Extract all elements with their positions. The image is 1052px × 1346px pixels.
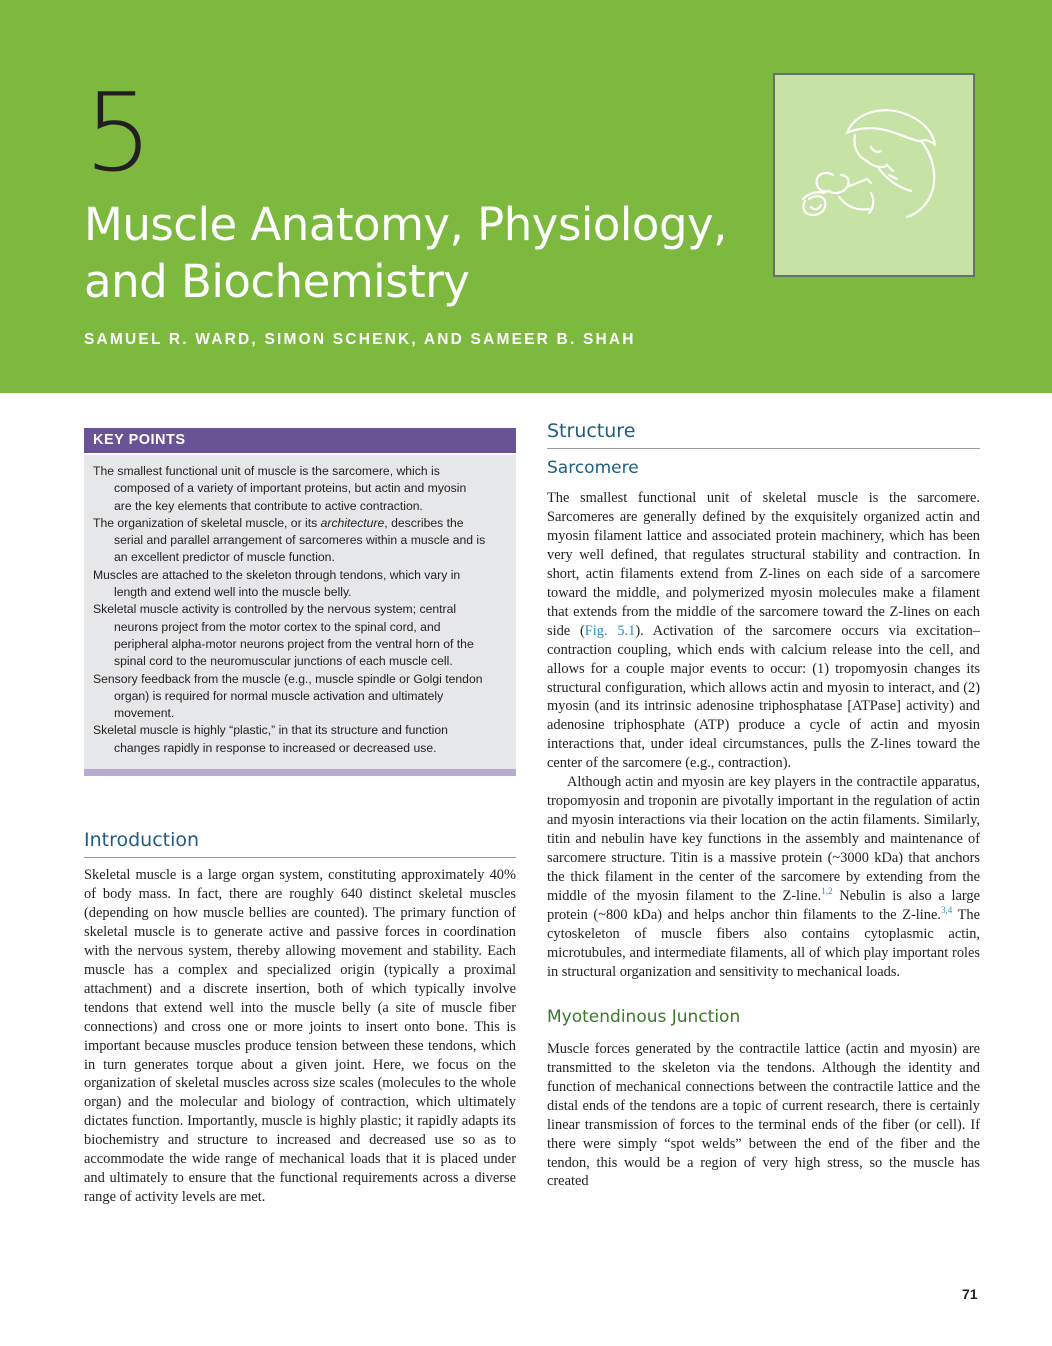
paragraph-text: The cytoskeleton of muscle fibers also contains cytoplasmic actin, microtubules, and intermediate filaments, all of which play important roles in structural organization and sensitivity to mechanical loads.	[547, 906, 980, 980]
key-point-item: Muscles are attached to the skeleton through tendons, which vary in length and extend well into the muscle belly.	[93, 567, 461, 600]
key-points-bottom-bar	[84, 769, 516, 776]
sarcomere-heading: Sarcomere	[547, 458, 639, 478]
key-points-box	[84, 428, 516, 776]
chapter-title-line2: and Biochemistry	[84, 255, 470, 308]
reference-link[interactable]: 1,2	[821, 886, 833, 897]
chapter-title-line1: Muscle Anatomy, Physiology,	[84, 198, 727, 251]
right-column	[547, 419, 980, 1191]
key-point-text: , describes the serial and parallel arrangement of sarcomeres within a muscle and is an excellent predictor of muscle function.	[114, 515, 486, 565]
chapter-art-icon	[773, 73, 975, 277]
key-point-item: Sensory feedback from the muscle (e.g., muscle spindle or Golgi tendon organ) is required for normal muscle activation and ultimately movement.	[93, 671, 483, 721]
paragraph-text: The smallest functional unit of skeletal muscle is the sarcomere. Sarcomeres are generally defined by the exquisitely organized actin and myosin filament lattice and associated protein machinery, which has been very well defined, that regulates structural stability and contraction. In short, actin filaments extend from Z-lines on each side of a sarcomere toward the middle, and polymerized myosin molecules make a filament that extends from the middle of the sarcomere toward the Z-lines on each side (	[547, 490, 980, 639]
sarcomere-paragraph-2	[547, 773, 980, 981]
chapter-number: 5	[84, 71, 153, 196]
key-points-divider	[84, 453, 516, 455]
key-points-heading: KEY POINTS	[84, 428, 516, 453]
key-point-item: Skeletal muscle is highly “plastic,” in that its structure and function changes rapidly in response to increased or decreased use.	[93, 723, 448, 755]
page-number: 71	[962, 1286, 978, 1302]
key-points-list	[84, 463, 516, 757]
sarcomere-paragraph-1	[547, 489, 980, 773]
left-column	[84, 828, 516, 1207]
chapter-title	[84, 196, 764, 310]
myotendinous-paragraph: Muscle forces generated by the contractile lattice (actin and myosin) are transmitted to the skeleton via the tendons. Although the identity and function of mechanical connections between the contractile lattice and the distal ends of the tendons are a topic of current research, there is certainly linear transmission of forces to the terminal ends of the fiber (or cell). If there were simply “spot welds” between the end of the fiber and the tendon, this would be a region of very high stress, so the muscle has created	[547, 1040, 980, 1190]
reference-link[interactable]: 3,4	[940, 905, 953, 916]
key-point-item: The smallest functional unit of muscle is the sarcomere, which is composed of a variety of important proteins, but actin and myosin are the key elements that contribute to active contraction.	[93, 464, 467, 513]
figure-link[interactable]: Fig. 5.1	[584, 622, 636, 639]
paragraph-text: Nebulin is also a large protein (~800 kDa) and helps anchor thin filaments to the Z-line.	[547, 888, 980, 923]
introduction-paragraph: Skeletal muscle is a large organ system, constituting approximately 40% of body mass. In fact, there are roughly 640 distinct skeletal muscles (depending on how muscle bellies are counted). The primary function of skeletal muscle is to generate active and passive forces in coordination with the nervous system, thereby allowing movement and stability. Each muscle has a complex and specialized origin (typically a proximal attachment) and a discrete insertion, both of which typically involve tendons that extend well into the muscle belly (a site of muscle fiber connections) and cross one or more joints to insert onto bone. This is important because muscles produce tension between these tendons, which in turn generates torque about a given joint. Here, we focus on the organization of skeletal muscles across size scales (molecules to the whole organ) and the molecular and biology of contraction, which ultimately dictates function. Importantly, muscle is highly plastic; it rapidly adapts its biochemistry and structure to increased and decreased use so as to accommodate the wide range of mechanical loads that it is placed under and ultimately to ensure that the functional requirements across a diverse range of activity levels are met.	[84, 867, 516, 1206]
chapter-authors: SAMUEL R. WARD, SIMON SCHENK, AND SAMEER B. SHAH	[84, 331, 636, 348]
structure-heading: Structure	[547, 419, 980, 449]
key-point-item	[93, 515, 486, 567]
introduction-heading: Introduction	[84, 828, 516, 858]
paragraph-text: ). Activation of the sarcomere occurs via excitation–contraction coupling, which ends with calcium release into the cell, and allows for a couple major events to occur: (1) tropomyosin changes its structural configuration, which allows actin and myosin to interact, and (2) myosin (and its intrinsic adenosine triphosphatase [ATPase] activity) and adenosine triphosphate (ATP) produce a cycle of actin and myosin interactions that, under ideal circumstances, pulls the Z-lines toward the center of the sarcomere (e.g., contraction).	[547, 622, 980, 772]
key-point-text: The organization of skeletal muscle, or its	[93, 515, 321, 530]
paragraph-text: Although actin and myosin are key players in the contractile apparatus, tropomyosin and troponin are pivotally important in the regulation of actin and myosin interactions via their location on the actin filaments. Similarly, titin and nebulin have key functions in the assembly and maintenance of sarcomere structure. Titin is a massive protein (~3000 kDa) that anchors the thick filament in the center of the sarcomere by extending from the middle of the myosin filament to the Z-line.	[547, 774, 980, 905]
chapter-header	[0, 0, 1052, 393]
myotendinous-heading: Myotendinous Junction	[547, 1006, 741, 1027]
key-point-emphasis: architecture	[320, 515, 385, 530]
key-point-item: Skeletal muscle activity is controlled by the nervous system; central neurons project from the motor cortex to the spinal cord, and peripheral alpha-motor neurons project from the ventral horn of the spinal cord to the neuromuscular junctions of each muscle cell.	[93, 602, 474, 669]
